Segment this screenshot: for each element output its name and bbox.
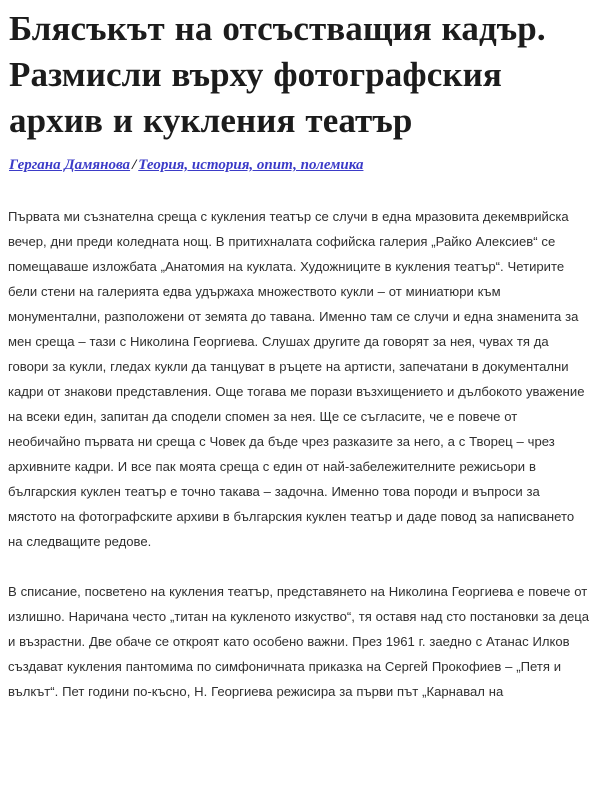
category-link[interactable]: Теория, история, опит, полемика xyxy=(138,157,364,173)
byline-separator: / xyxy=(132,157,137,173)
body-paragraph-1: Първата ми съзнателна среща с кукления театър се случи в една мразовита декемврийска вечер, дни преди коледната нощ. В притихналата софийска галерия „Райко Алексиев“ се помещаваше изложбата „Анатомия на куклата. Художниците в кукления театър“. Четирите бели стени на галерията едва удържаха множеството кукли – от миниатюри към монументални, разположени от земята до тавана. Именно там се случи и една знаменита за мен среща – тази с Николина Георгиева. Слушах другите да говорят за нея, чувах тя да говори за кукли, гледах кукли да танцуват в ръцете на артисти, запечатани в документални кадри от знакови представления. Още тогава ме порази възхищението и дълбокото уважение на всеки един, запитан да сподели спомен за нея. Ще се съгласите, че е повече от необичайно първата ни среща с Човек да бъде чрез разказите за него, а с Творец – чрез архивните кадри. И все пак моята среща с един от най-забележителните режисьори в българския куклен театър е точно такава – задочна. Именно това породи и въпроси за мястото на фотографските архиви в българския куклен театър и даде повод за написването на следващите редове. xyxy=(8,209,585,549)
page-title: Блясъкът на отсъстващия кадър. Размисли върху фотографския архив и кукления театър xyxy=(9,9,546,140)
body-paragraph-2: В списание, посветено на кукления театър, представянето на Николина Георгиева е повече от излишно. Наричана често „титан на кукленото изкуство“, тя оставя над сто постановки за деца и възрастни. Две обаче се откроят като особено важни. През 1961 г. заедно с Атанас Илков създават кукления пантомима по симфоничната приказка на Сергей Прокофиев – „Петя и вълкът“. Пет години по-късно, Н. Георгиева режисира за първи път „Карнавал на xyxy=(8,584,590,699)
breadcrumb xyxy=(0,144,600,175)
article-body xyxy=(0,204,600,704)
author-link[interactable]: Гергана Дамянова xyxy=(9,157,131,173)
